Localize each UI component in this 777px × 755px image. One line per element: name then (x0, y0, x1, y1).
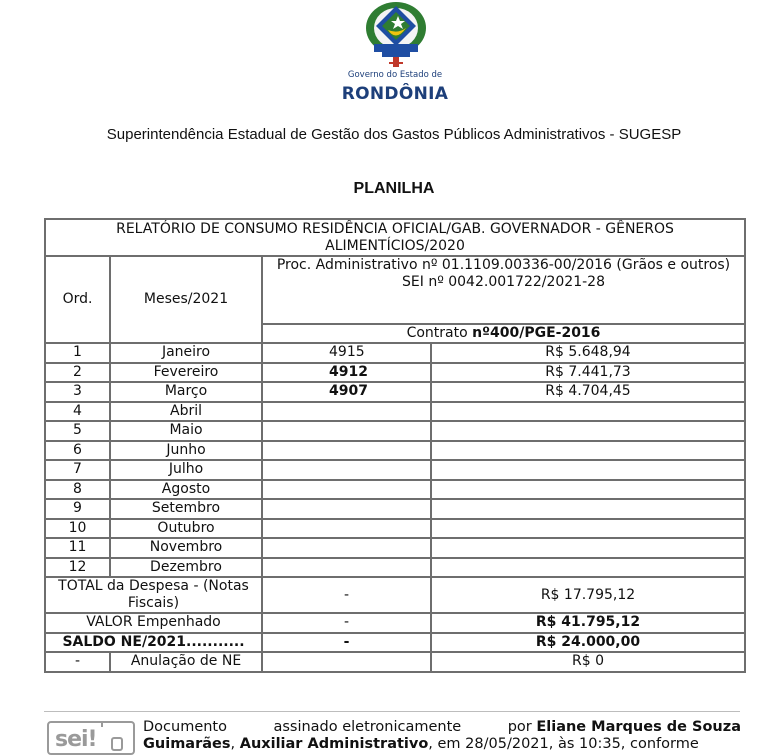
report-title-row (45, 219, 745, 256)
row-value (431, 499, 745, 519)
contract-prefix: Contrato (406, 325, 473, 341)
row-month: Janeiro (110, 343, 262, 363)
total-value: R$ 17.795,12 (431, 577, 745, 613)
row-value (431, 441, 745, 461)
committed-dash: - (262, 613, 431, 633)
table-row (45, 421, 745, 441)
row-ord: 3 (45, 382, 110, 402)
annulment-value: R$ 0 (431, 652, 745, 672)
row-ord: 11 (45, 538, 110, 558)
row-invoice (262, 480, 431, 500)
annulment-row (45, 652, 745, 672)
row-invoice (262, 519, 431, 539)
row-invoice (262, 538, 431, 558)
footer-divider (44, 711, 740, 712)
sei-number: SEI nº 0042.001722/2021-28 (402, 274, 605, 290)
row-invoice (262, 558, 431, 578)
row-ord: 4 (45, 402, 110, 422)
signature-date: , em 28/05/2021, às 10:35, conforme (428, 736, 699, 752)
expense-spreadsheet (44, 218, 746, 673)
row-ord: 9 (45, 499, 110, 519)
balance-row (45, 633, 745, 653)
table-row (45, 460, 745, 480)
row-value (431, 538, 745, 558)
process-info (262, 256, 745, 324)
row-invoice (262, 441, 431, 461)
table-row (45, 519, 745, 539)
row-ord: 8 (45, 480, 110, 500)
row-ord: 7 (45, 460, 110, 480)
report-title: RELATÓRIO DE CONSUMO RESIDÊNCIA OFICIAL/GAB. GOVERNADOR - GÊNEROS ALIMENTÍCIOS/2020 (45, 219, 745, 256)
row-ord: 2 (45, 363, 110, 383)
row-value (431, 460, 745, 480)
row-value: R$ 7.441,73 (431, 363, 745, 383)
row-month: Março (110, 382, 262, 402)
table-row (45, 538, 745, 558)
sei-seal-icon (47, 721, 135, 755)
table-row (45, 363, 745, 383)
balance-value: R$ 24.000,00 (431, 633, 745, 653)
row-ord: 1 (45, 343, 110, 363)
sig-word-signed: assinado eletronicamente (273, 719, 462, 735)
header-row (45, 256, 745, 324)
contract-number: nº400/PGE-2016 (472, 325, 601, 341)
row-value (431, 519, 745, 539)
row-invoice (262, 499, 431, 519)
seal-text: sei! (55, 727, 97, 752)
table-row (45, 402, 745, 422)
document-title: PLANILHA (353, 180, 435, 197)
signer-name-last: Guimarães (143, 736, 231, 752)
state-name: RONDÔNIA (341, 84, 449, 104)
process-number: Proc. Administrativo nº 01.1109.00336-00/2016 (Grãos e outros) (276, 257, 731, 273)
table-row (45, 382, 745, 402)
row-invoice: 4912 (262, 363, 431, 383)
sig-word-by: por (507, 719, 532, 735)
column-header-months: Meses/2021 (110, 256, 262, 343)
signer-role: Auxiliar Administrativo (239, 736, 429, 752)
row-month: Setembro (110, 499, 262, 519)
signature-line-2: Guimarães, Auxiliar Administrativo, em 28/05/2021, às 10:35, conforme (143, 736, 699, 752)
table-row (45, 343, 745, 363)
coat-of-arms-icon (360, 0, 432, 68)
contract-info (262, 324, 745, 343)
total-dash: - (262, 577, 431, 613)
row-month: Junho (110, 441, 262, 461)
row-month: Julho (110, 460, 262, 480)
row-month: Outubro (110, 519, 262, 539)
committed-label: VALOR Empenhado (45, 613, 262, 633)
row-ord: 12 (45, 558, 110, 578)
table-row (45, 558, 745, 578)
row-value: R$ 5.648,94 (431, 343, 745, 363)
row-value: R$ 4.704,45 (431, 382, 745, 402)
annulment-ord: - (45, 652, 110, 672)
seal-tab-shape (101, 721, 135, 727)
annulment-label: Anulação de NE (110, 652, 262, 672)
signature-line-1 (143, 719, 741, 736)
agency-name: Superintendência Estadual de Gestão dos Gastos Públicos Administrativos - SUGESP (106, 126, 682, 143)
table-row (45, 480, 745, 500)
row-invoice (262, 402, 431, 422)
table-row (45, 441, 745, 461)
balance-label: SALDO NE/2021........... (45, 633, 262, 653)
table-row (45, 499, 745, 519)
row-value (431, 402, 745, 422)
row-value (431, 558, 745, 578)
row-invoice: 4907 (262, 382, 431, 402)
row-month: Dezembro (110, 558, 262, 578)
committed-row (45, 613, 745, 633)
row-value (431, 421, 745, 441)
row-invoice (262, 421, 431, 441)
row-ord: 5 (45, 421, 110, 441)
row-ord: 6 (45, 441, 110, 461)
electronic-signature-block (143, 719, 741, 753)
row-month: Novembro (110, 538, 262, 558)
row-month: Agosto (110, 480, 262, 500)
committed-value: R$ 41.795,12 (431, 613, 745, 633)
row-month: Maio (110, 421, 262, 441)
row-month: Abril (110, 402, 262, 422)
annulment-invoice (262, 652, 431, 672)
row-invoice: 4915 (262, 343, 431, 363)
row-ord: 10 (45, 519, 110, 539)
row-month: Fevereiro (110, 363, 262, 383)
government-label: Governo do Estado de (347, 70, 443, 80)
sig-word-document: Documento (143, 719, 227, 735)
row-value (431, 480, 745, 500)
column-header-ord: Ord. (45, 256, 110, 343)
total-row (45, 577, 745, 613)
lock-icon (111, 737, 123, 751)
signer-name-first: Eliane Marques de Souza (536, 719, 741, 735)
balance-dash: - (262, 633, 431, 653)
row-invoice (262, 460, 431, 480)
total-label: TOTAL da Despesa - (Notas Fiscais) (45, 577, 262, 613)
